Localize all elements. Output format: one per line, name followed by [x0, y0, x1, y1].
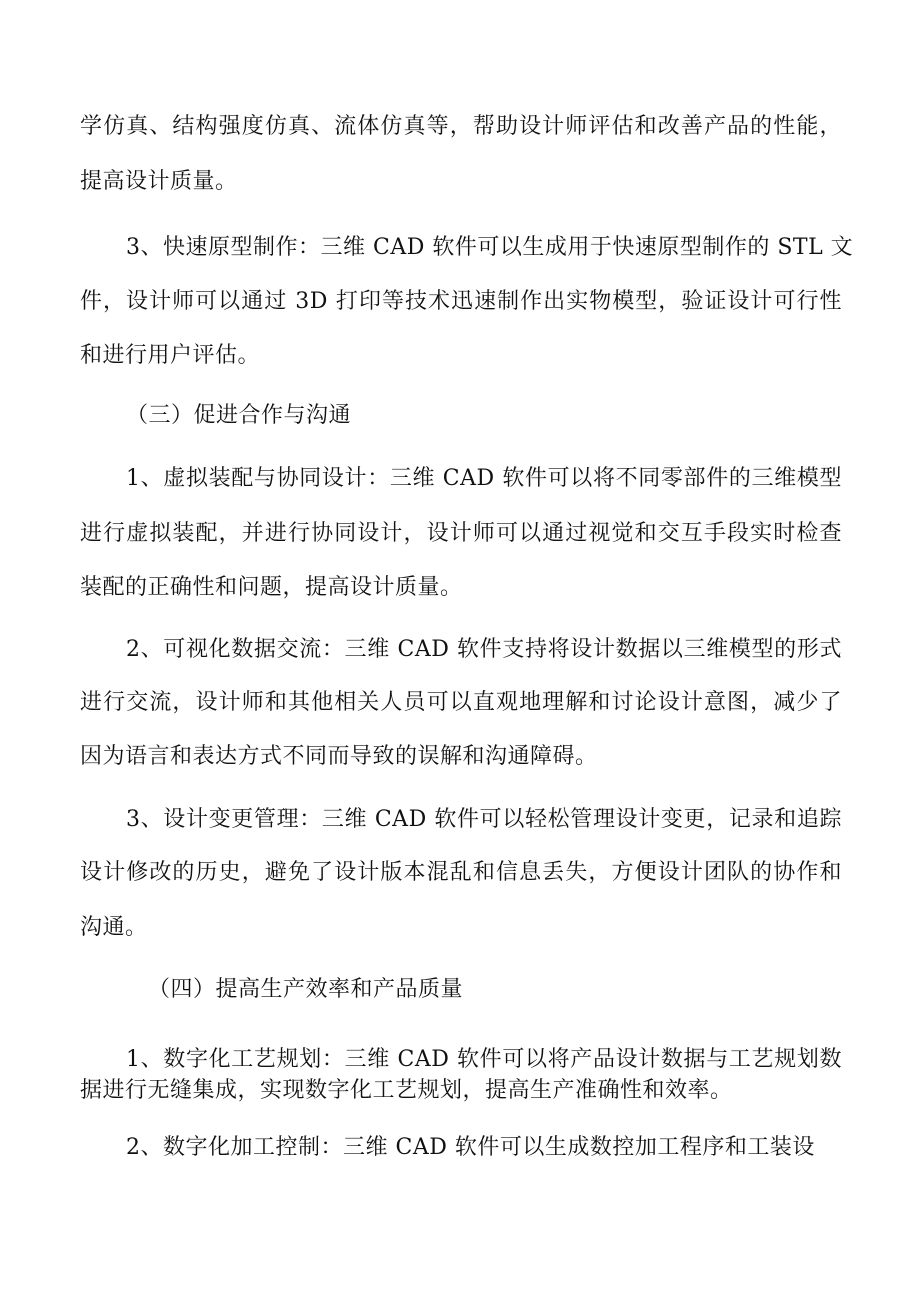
- paragraph-line: 2、可视化数据交流：三维 CAD 软件支持将设计数据以三维模型的形式: [126, 637, 842, 662]
- section-heading: （四）提高生产效率和产品质量: [148, 977, 464, 1002]
- paragraph-line: 3、快速原型制作：三维 CAD 软件可以生成用于快速原型制作的 STL 文: [126, 235, 854, 260]
- paragraph-line: 进行交流，设计师和其他相关人员可以直观地理解和讨论设计意图，减少了: [80, 690, 842, 715]
- section-heading: （三）促进合作与沟通: [126, 403, 352, 428]
- paragraph-line: 进行虚拟装配，并进行协同设计，设计师可以通过视觉和交互手段实时检查: [80, 521, 842, 546]
- paragraph-line: 提高设计质量。: [80, 169, 238, 194]
- paragraph-line: 3、设计变更管理：三维 CAD 软件可以轻松管理设计变更，记录和追踪: [126, 807, 842, 832]
- paragraph-line: 沟通。: [80, 915, 148, 940]
- paragraph-line: 和进行用户评估。: [80, 343, 261, 368]
- paragraph-line: 设计修改的历史，避免了设计版本混乱和信息丢失，方便设计团队的协作和: [80, 860, 842, 885]
- paragraph-line: 件，设计师可以通过 3D 打印等技术迅速制作出实物模型，验证设计可行性: [80, 289, 842, 314]
- paragraph-line: 据进行无缝集成，实现数字化工艺规划，提高生产准确性和效率。: [80, 1078, 733, 1103]
- paragraph-line: 学仿真、结构强度仿真、流体仿真等，帮助设计师评估和改善产品的性能，: [80, 114, 842, 139]
- paragraph-line: 2、数字化加工控制：三维 CAD 软件可以生成数控加工程序和工装设: [126, 1135, 815, 1160]
- paragraph-line: 1、虚拟装配与协同设计：三维 CAD 软件可以将不同零部件的三维模型: [126, 466, 842, 491]
- paragraph-line: 装配的正确性和问题，提高设计质量。: [80, 575, 463, 600]
- paragraph-line: 1、数字化工艺规划：三维 CAD 软件可以将产品设计数据与工艺规划数: [126, 1047, 842, 1072]
- paragraph-line: 因为语言和表达方式不同而导致的误解和沟通障碍。: [80, 744, 598, 769]
